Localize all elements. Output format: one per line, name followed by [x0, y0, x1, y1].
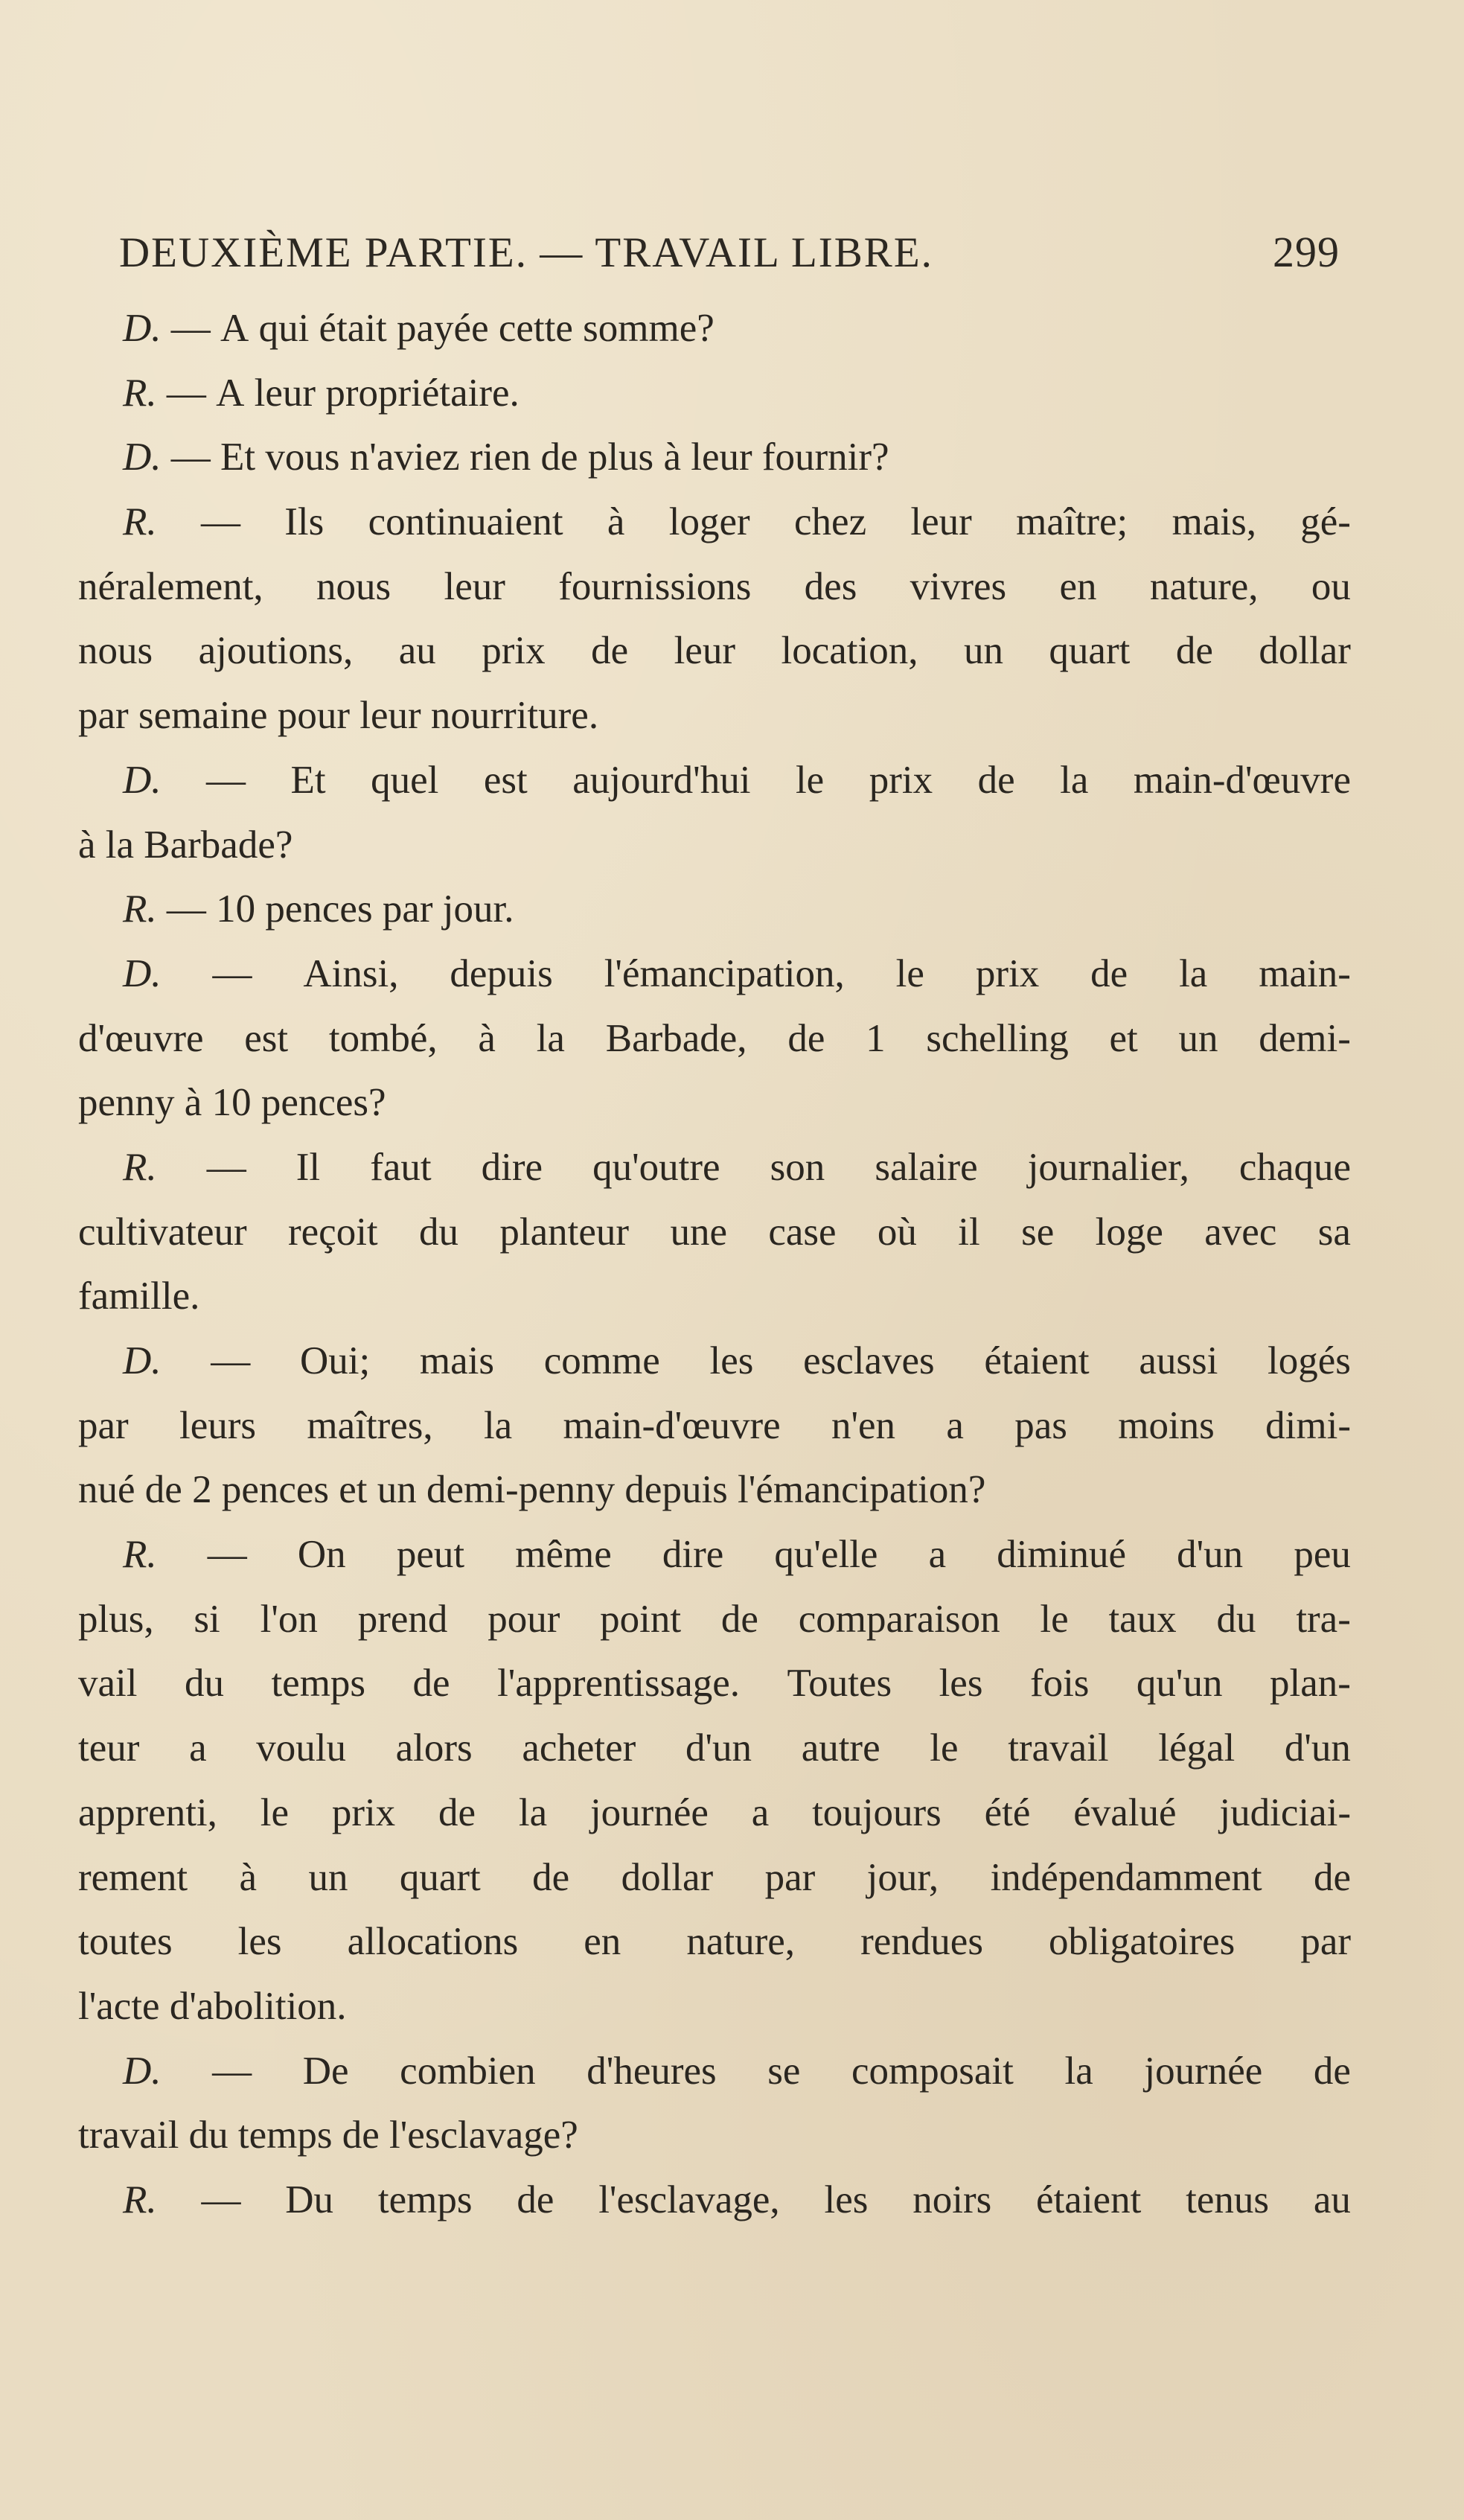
word: —: [166, 887, 206, 931]
word: —: [170, 307, 211, 350]
word: cette: [498, 307, 573, 350]
word: le: [795, 758, 825, 802]
word: fois: [1029, 1662, 1090, 1706]
word: par: [78, 694, 129, 738]
word: temps: [377, 2178, 473, 2221]
word: quart: [399, 1855, 481, 1899]
word: prend: [357, 1597, 448, 1641]
word: rien: [469, 436, 531, 479]
word: pences: [221, 1468, 330, 1512]
word: a: [946, 1403, 964, 1447]
text-line: [78, 2168, 1351, 2233]
word: où: [877, 1210, 917, 1254]
word: d'abolition.: [169, 1984, 347, 2028]
text-line: [78, 425, 1351, 490]
word: tombé,: [328, 1016, 438, 1060]
word: d'un: [1177, 1533, 1244, 1577]
word: l'apprentissage.: [497, 1662, 741, 1706]
word: depuis: [624, 1468, 728, 1512]
word: journée: [589, 1790, 709, 1834]
word: alors: [395, 1726, 473, 1770]
word: évalué: [1073, 1790, 1177, 1834]
word: le: [895, 951, 924, 995]
word: fournir?: [761, 436, 889, 479]
word: leur: [674, 629, 735, 673]
text-line: [78, 296, 1351, 361]
text-line: [78, 877, 1351, 942]
running-header: [119, 227, 1340, 287]
word: maître;: [1016, 500, 1128, 544]
word: location,: [781, 629, 918, 673]
word: —: [166, 371, 206, 415]
word: les: [709, 1339, 754, 1382]
word: l'esclavage?: [389, 2114, 578, 2157]
word: allocations: [347, 1920, 519, 1964]
word: gé-: [1300, 500, 1351, 544]
word: nature,: [1149, 564, 1259, 608]
word: —: [201, 2178, 241, 2221]
word: mais,: [1171, 500, 1256, 544]
word: De: [302, 2049, 349, 2093]
word: A: [220, 307, 249, 350]
word: diminué: [997, 1533, 1126, 1577]
word: d'œuvre: [78, 1016, 204, 1060]
word: la: [105, 823, 135, 867]
word: travail: [1008, 1726, 1109, 1770]
word: point: [600, 1597, 682, 1641]
word: 10: [216, 887, 256, 931]
word: l'acte: [78, 1984, 160, 2028]
word: l'on: [260, 1597, 318, 1641]
word: schelling: [926, 1016, 1069, 1060]
word: d'un: [1284, 1726, 1351, 1770]
word: somme?: [583, 307, 715, 350]
word: R.: [123, 1533, 157, 1577]
text-line: [78, 2103, 1351, 2168]
text-line: [78, 1910, 1351, 1974]
word: qu'outre: [592, 1145, 720, 1189]
word: main-: [1259, 951, 1351, 995]
word: Ainsi,: [303, 951, 399, 995]
word: le: [260, 1790, 289, 1834]
word: autre: [801, 1726, 880, 1770]
text-line: [78, 1974, 1351, 2039]
word: 2: [192, 1468, 212, 1512]
word: de: [1175, 629, 1213, 673]
word: de: [1313, 1855, 1351, 1899]
word: —: [212, 2049, 252, 2093]
word: la: [536, 1016, 565, 1060]
word: a: [928, 1533, 947, 1577]
word: au: [398, 629, 436, 673]
word: pences?: [260, 1081, 386, 1125]
word: les: [237, 1920, 282, 1964]
word: une: [670, 1210, 727, 1254]
running-title: DEUXIÈME PARTIE. — TRAVAIL LIBRE.: [119, 229, 933, 276]
word: à: [78, 823, 96, 867]
word: légal: [1158, 1726, 1236, 1770]
word: au: [1313, 2178, 1351, 2221]
word: et: [339, 1468, 368, 1512]
word: mais: [419, 1339, 495, 1382]
text-line: [78, 1846, 1351, 1910]
word: du: [188, 2114, 228, 2157]
word: à: [607, 500, 625, 544]
word: rement: [78, 1855, 188, 1899]
word: noirs: [912, 2178, 992, 2221]
word: leur: [254, 371, 316, 415]
word: combien: [400, 2049, 536, 2093]
word: du: [419, 1210, 459, 1254]
word: Barbade?: [144, 823, 293, 867]
word: judiciai-: [1219, 1790, 1351, 1834]
text-line: [78, 1329, 1351, 1394]
word: cultivateur: [78, 1210, 247, 1254]
text-line: [78, 1394, 1351, 1458]
word: dollar: [621, 1855, 714, 1899]
text-line: [78, 1716, 1351, 1781]
word: dimi-: [1265, 1403, 1351, 1447]
word: chaque: [1238, 1145, 1351, 1189]
word: R.: [123, 2178, 157, 2221]
word: les: [824, 2178, 869, 2221]
word: quart: [1049, 629, 1131, 673]
word: l'émancipation,: [604, 951, 845, 995]
word: si: [194, 1597, 220, 1641]
word: est: [483, 758, 528, 802]
word: nué: [78, 1468, 135, 1512]
word: jour,: [866, 1855, 939, 1899]
word: nourriture.: [430, 694, 599, 738]
text-line: [78, 1135, 1351, 1200]
word: étaient: [984, 1339, 1090, 1382]
text-line: [78, 1587, 1351, 1652]
word: d'heures: [586, 2049, 717, 2093]
word: toujours: [812, 1790, 942, 1834]
word: de: [591, 629, 629, 673]
word: leur: [691, 436, 752, 479]
word: de: [342, 2114, 380, 2157]
word: quel: [371, 758, 439, 802]
word: D.: [123, 307, 162, 350]
word: R.: [123, 500, 157, 544]
word: —: [206, 758, 246, 802]
word: —: [206, 1145, 246, 1189]
word: du: [184, 1662, 224, 1706]
word: comparaison: [798, 1597, 1000, 1641]
word: plan-: [1269, 1662, 1351, 1706]
word: avec: [1204, 1210, 1277, 1254]
word: en: [1059, 564, 1097, 608]
word: de: [540, 436, 578, 479]
word: penny: [78, 1081, 175, 1125]
text-line: [78, 555, 1351, 619]
word: aussi: [1139, 1339, 1218, 1382]
text-line: [78, 619, 1351, 683]
word: a: [751, 1790, 770, 1834]
word: ajoutions,: [198, 629, 354, 673]
word: plus: [587, 436, 654, 479]
word: pas: [1014, 1403, 1067, 1447]
word: par: [78, 1403, 129, 1447]
word: loger: [668, 500, 750, 544]
word: à: [663, 436, 681, 479]
text-line: [78, 1071, 1351, 1135]
word: planteur: [499, 1210, 630, 1254]
word: des: [804, 564, 857, 608]
word: qu'un: [1136, 1662, 1223, 1706]
word: Et: [220, 436, 256, 479]
word: nature,: [686, 1920, 796, 1964]
word: apprenti,: [78, 1790, 217, 1834]
word: demi-: [1259, 1016, 1351, 1060]
word: propriétaire.: [325, 371, 520, 415]
word: de: [517, 2178, 554, 2221]
word: case: [768, 1210, 837, 1254]
word: la: [1179, 951, 1208, 995]
word: esclaves: [803, 1339, 935, 1382]
word: temps: [237, 2114, 333, 2157]
word: la: [483, 1403, 513, 1447]
word: temps: [271, 1662, 366, 1706]
word: son: [770, 1145, 825, 1189]
word: pour: [277, 694, 350, 738]
word: n'aviez: [349, 436, 460, 479]
word: néralement,: [78, 564, 263, 608]
word: du: [1216, 1597, 1256, 1641]
word: D.: [123, 951, 162, 995]
text-line: [78, 1200, 1351, 1265]
word: aujourd'hui: [572, 758, 751, 802]
word: continuaient: [368, 500, 563, 544]
word: était: [319, 307, 387, 350]
word: l'émancipation?: [738, 1468, 986, 1512]
text-line: [78, 490, 1351, 555]
word: peu: [1294, 1533, 1351, 1577]
word: plus,: [78, 1597, 154, 1641]
text-line: [78, 748, 1351, 813]
text-line: [78, 1458, 1351, 1522]
page-number: 299: [1273, 228, 1340, 276]
word: l'esclavage,: [598, 2178, 780, 2221]
word: reçoit: [288, 1210, 378, 1254]
word: par: [1300, 1920, 1351, 1964]
text-line: [78, 1651, 1351, 1716]
word: de: [438, 1790, 476, 1834]
word: vous: [265, 436, 340, 479]
text-line: [78, 1522, 1351, 1587]
word: prix: [975, 951, 1040, 995]
word: été: [984, 1790, 1031, 1834]
text-line: [78, 1781, 1351, 1846]
word: rendues: [860, 1920, 983, 1964]
word: de: [412, 1662, 450, 1706]
word: d'un: [685, 1726, 752, 1770]
word: le: [1040, 1597, 1069, 1641]
word: Du: [285, 2178, 334, 2221]
word: tenus: [1186, 2178, 1269, 2221]
word: de: [720, 1597, 758, 1641]
word: jour.: [442, 887, 514, 931]
word: dire: [481, 1145, 543, 1189]
word: —: [211, 1339, 251, 1382]
word: journée: [1144, 2049, 1263, 2093]
word: 10: [211, 1081, 252, 1125]
word: —: [170, 436, 211, 479]
word: Ils: [284, 500, 325, 544]
word: nous: [78, 629, 153, 673]
word: composait: [851, 2049, 1014, 2093]
word: dollar: [1259, 629, 1351, 673]
word: sa: [1317, 1210, 1351, 1254]
word: Et: [290, 758, 326, 802]
word: leur: [444, 564, 505, 608]
word: à: [478, 1016, 496, 1060]
word: indépendamment: [990, 1855, 1262, 1899]
word: ou: [1311, 564, 1351, 608]
word: il: [958, 1210, 980, 1254]
word: de: [532, 1855, 570, 1899]
word: à: [184, 1081, 202, 1125]
word: de: [787, 1016, 825, 1060]
word: étaient: [1036, 2178, 1142, 2221]
word: main-d'œuvre: [563, 1403, 781, 1447]
word: la: [518, 1790, 548, 1834]
word: obligatoires: [1049, 1920, 1236, 1964]
word: Barbade,: [605, 1016, 747, 1060]
word: Oui;: [299, 1339, 371, 1382]
word: D.: [123, 758, 162, 802]
word: un: [308, 1855, 348, 1899]
word: —: [212, 951, 252, 995]
word: prix: [331, 1790, 396, 1834]
word: main-d'œuvre: [1133, 758, 1351, 802]
word: prix: [482, 629, 546, 673]
word: de: [977, 758, 1015, 802]
word: un: [963, 629, 1003, 673]
word: 1: [866, 1016, 886, 1060]
word: semaine: [138, 694, 268, 738]
body-text: [78, 296, 1351, 2233]
word: pences: [265, 887, 373, 931]
word: par: [764, 1855, 816, 1899]
word: D.: [123, 2049, 162, 2093]
word: en: [584, 1920, 621, 1964]
word: Il: [295, 1145, 321, 1189]
word: taux: [1108, 1597, 1177, 1641]
word: un: [377, 1468, 417, 1512]
word: par: [382, 887, 433, 931]
word: —: [200, 500, 240, 544]
word: se: [1021, 1210, 1055, 1254]
word: acheter: [522, 1726, 636, 1770]
word: logés: [1268, 1339, 1351, 1382]
word: n'en: [831, 1403, 896, 1447]
word: Toutes: [787, 1662, 892, 1706]
word: est: [244, 1016, 289, 1060]
text-line: [78, 1264, 1351, 1329]
word: loge: [1095, 1210, 1163, 1254]
word: qui: [258, 307, 310, 350]
word: la: [1060, 758, 1089, 802]
word: toutes: [78, 1920, 173, 1964]
word: leur: [359, 694, 421, 738]
word: comme: [543, 1339, 660, 1382]
word: de: [1313, 2049, 1351, 2093]
word: faut: [370, 1145, 432, 1189]
word: payée: [397, 307, 489, 350]
word: dire: [662, 1533, 724, 1577]
word: se: [767, 2049, 801, 2093]
word: vivres: [910, 564, 1007, 608]
word: pour: [488, 1597, 560, 1641]
word: leurs: [179, 1403, 257, 1447]
word: même: [515, 1533, 612, 1577]
text-line: [78, 361, 1351, 426]
word: de: [1090, 951, 1128, 995]
word: voulu: [256, 1726, 346, 1770]
word: A: [216, 371, 245, 415]
word: prix: [869, 758, 933, 802]
word: leur: [910, 500, 972, 544]
word: teur: [78, 1726, 140, 1770]
word: chez: [794, 500, 867, 544]
word: D.: [123, 1339, 162, 1382]
word: salaire: [875, 1145, 978, 1189]
word: le: [930, 1726, 959, 1770]
word: maîtres,: [307, 1403, 433, 1447]
word: peut: [396, 1533, 465, 1577]
word: de: [144, 1468, 182, 1512]
word: tra-: [1296, 1597, 1351, 1641]
word: moins: [1118, 1403, 1215, 1447]
word: a: [189, 1726, 207, 1770]
word: la: [1064, 2049, 1093, 2093]
word: nous: [316, 564, 391, 608]
word: fournissions: [558, 564, 752, 608]
word: famille.: [78, 1275, 200, 1318]
word: un: [1178, 1016, 1218, 1060]
word: vail: [78, 1662, 138, 1706]
word: journalier,: [1027, 1145, 1189, 1189]
text-line: [78, 2039, 1351, 2104]
word: les: [939, 1662, 983, 1706]
word: et: [1109, 1016, 1138, 1060]
word: R.: [123, 1145, 157, 1189]
word: à: [239, 1855, 258, 1899]
word: —: [207, 1533, 247, 1577]
word: R.: [123, 887, 157, 931]
word: qu'elle: [774, 1533, 878, 1577]
text-line: [78, 1007, 1351, 1071]
word: travail: [78, 2114, 179, 2157]
word: R.: [123, 371, 157, 415]
word: D.: [123, 436, 162, 479]
word: On: [297, 1533, 346, 1577]
text-line: [78, 942, 1351, 1007]
word: demi-penny: [426, 1468, 616, 1512]
text-line: [78, 683, 1351, 748]
word: depuis: [450, 951, 553, 995]
text-line: [78, 813, 1351, 878]
